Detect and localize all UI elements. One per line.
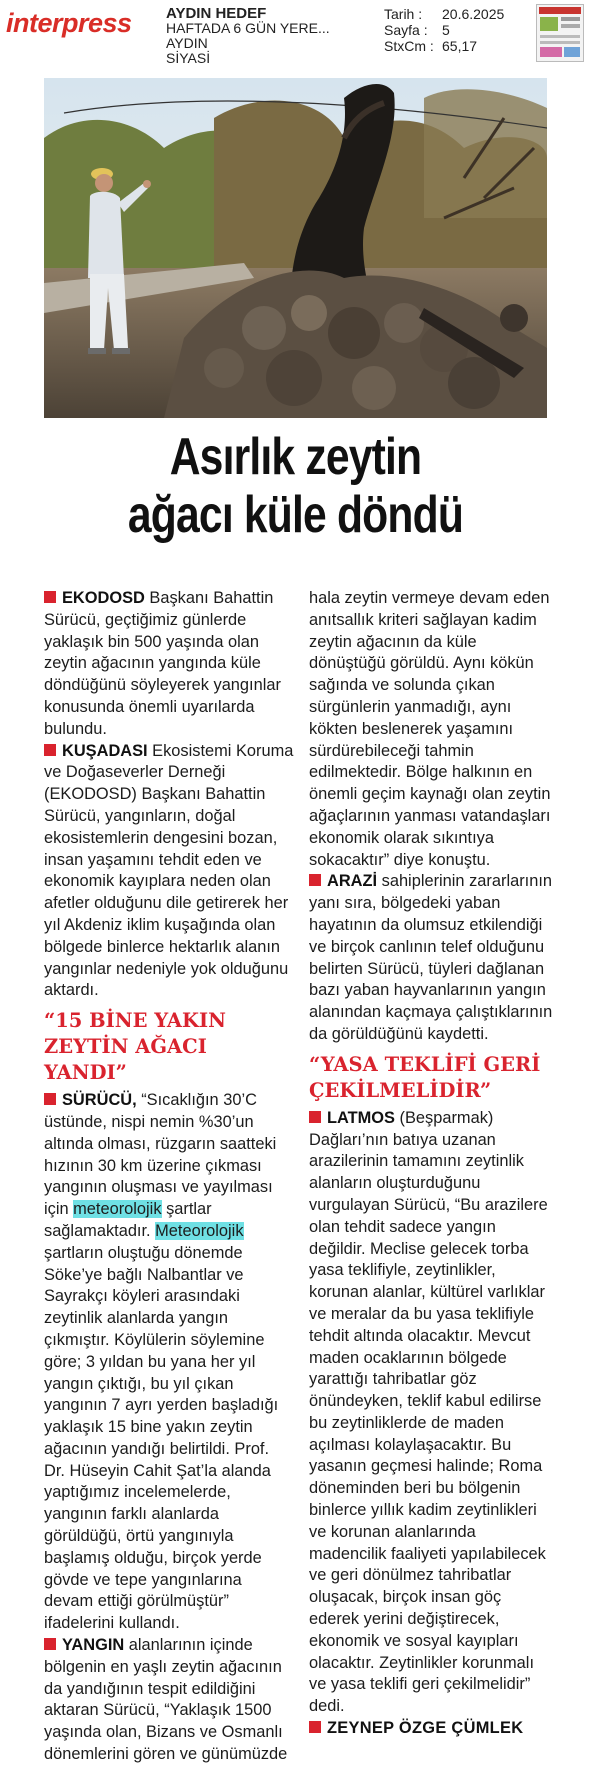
paragraph-keyword: SÜRÜCÜ, [62, 1091, 137, 1110]
size-label: StxCm : [384, 38, 434, 54]
paragraph-keyword: EKODOSD [62, 589, 145, 607]
paragraph-keyword: ARAZİ [327, 872, 378, 891]
paragraph-text: “Sıcaklığın 30’C üstünde, nispi nemin %30’un altında olması, rüzgarın saatteki hızının 30 km üzerine çıkması yangının oluşması ve yayılması için [44, 1091, 277, 1219]
paragraph-text: sahiplerinin zararlarının yanı sıra, bölgedeki yaban hayatının da olumsuz etkilendiği ve birçok canlının telef olduğunu belirten Sürücü, tüyleri dağlanan bazı yaban hayvanlarının yangın alanından kaçmaya çalıştıklarının da görüldüğünü kaydetti. [309, 872, 553, 1043]
paragraph-text: Ekosistemi Koruma ve Doğaseverler Derneği (EKODOSD) Başkanı Bahattin Sürücü, yangınların, doğal ekosistemlerin dengesini bozan, insan yaşamını tehdit eden ve ekonomik kayıplara neden olan afetler olduğunu dile getirerek her yıl Akdeniz iklim kuşağında olan bölgede binlerce hektarlık alanın yangınlar nedeniyle yok olduğunu aktardı. [44, 741, 294, 1000]
highlighted-term: Meteorolojik [155, 1221, 244, 1240]
category: SİYASİ [166, 50, 211, 66]
paragraph [309, 1108, 554, 1718]
subheading: “15 BİNE YAKIN ZEYTİN AĞACI YANDI” [44, 1009, 226, 1085]
paragraph-keyword: YANGIN [62, 1636, 125, 1655]
red-square-bullet-icon [44, 1638, 56, 1650]
red-square-bullet-icon [309, 1721, 321, 1733]
paragraph [44, 741, 294, 1003]
red-square-bullet-icon [44, 744, 56, 756]
author-line [309, 1718, 554, 1740]
highlighted-term: meteorolojik [73, 1200, 162, 1219]
paragraph-text: şartların oluştuğu dönemde Söke’ye bağlı Nalbantlar ve Sayrakçı köyleri arasındaki zeytinlik alanlarda yangın çıkmıştır. Köylülerin söylemine göre; 3 yıldan bu yana her yıl yangın çıktığı, bu yıl çıkan yangının 7 ayrı yerden başladığı yaklaşık 15 bine yakın zeytin ağacının yandığı belirtildi. Prof. Dr. Hüseyin Cahit Şat’la alanda yaptığımız incelemelerde, yangının farklı alanlarda görüldüğü, örtü yangınıyla başlamış olduğu, birçok yerde gövde ve tepe yangınlarına devam ettiği görülmüştür” ifadelerini kullandı. [44, 1243, 279, 1633]
clipping-meta [166, 6, 330, 66]
paragraph-text: hala zeytin vermeye devam eden anıtsallık kriteri sağlayan kadim zeytin ağacının da küle dönüştüğü görüldü. Aynı kökün sağında ve solunda çıkan sürgünlerin yanmadığı, aynı kökten beslenerek yaşamını sürdürebileceği tahmin edilmektedir. Bölge halkının en önemli geçim kaynağı olan zeytin ağaçlarının yanması vatandaşları ekonomik olarak sıkıntıya sokacaktır” diye konuştu. [309, 589, 551, 869]
paragraph [44, 1635, 294, 1766]
interpress-logo: interpress [6, 8, 132, 38]
city: AYDIN [166, 35, 208, 51]
headline-short: HAFTADA 6 GÜN YERE... [166, 20, 330, 36]
paragraph-keyword: LATMOS [327, 1108, 395, 1127]
page-thumbnail-icon[interactable] [536, 4, 584, 62]
paragraph-text: alanlarının içinde bölgenin en yaşlı zeytin ağacının da yandığının tespit edildiğini aktaran Sürücü, “Yaklaşık 1500 yaşında olan, Bizans ve Osmanlı dönemlerini gören ve günümüzde [44, 1636, 288, 1764]
headline-line-1: Asırlık zeytin [169, 428, 422, 486]
clipping-info [384, 6, 504, 54]
red-square-bullet-icon [309, 874, 321, 886]
subheading: “YASA TEKLİFİ GERİ ÇEKİLMELİDİR” [309, 1052, 541, 1102]
paragraph [309, 871, 554, 1045]
date-label: Tarih : [384, 6, 423, 22]
article-column-2 [309, 588, 554, 1740]
size-value: 65,17 [442, 38, 478, 54]
red-square-bullet-icon [44, 1093, 56, 1105]
page-value: 5 [442, 22, 450, 38]
page-label: Sayfa : [384, 22, 428, 38]
paragraph-text: şartlar sağlamaktadır. [44, 1200, 212, 1240]
red-square-bullet-icon [309, 1111, 321, 1123]
publication-name: AYDIN HEDEF [166, 5, 267, 22]
paragraph-text: Başkanı Bahattin Sürücü, geçtiğimiz günlerde yaklaşık bin 500 yaşında olan zeytin ağacının yangında küle döndüğünü söyleyerek yangınlar konusunda önemli uyarılarda bulundu. [44, 589, 281, 738]
article-photo [44, 78, 547, 418]
paragraph [44, 1090, 294, 1635]
clipping-header [0, 0, 590, 64]
article-headline [89, 428, 501, 544]
headline-line-2: ağacı küle döndü [127, 486, 464, 544]
paragraph [309, 588, 554, 871]
paragraph-keyword: KUŞADASI [62, 741, 148, 760]
red-square-bullet-icon [44, 591, 56, 603]
author-name: ZEYNEP ÖZGE ÇÜMLEK [327, 1719, 524, 1738]
paragraph [44, 588, 294, 741]
date-value: 20.6.2025 [442, 6, 505, 22]
article-column-1 [44, 588, 294, 1766]
paragraph-text: (Beşparmak) Dağları’nın batıya uzanan arazilerinin tamamını zeytinlik alanların oluşturduğunu vurgulayan Sürücü, “Bu arazilere olan tehdit sadece yangın değildir. Meclise gelecek torba yasa teklifiyle, zeytinlikler, korunan alanlar, kültürel varlıklar ve meralar da bu yasa teklifiyle tehdit altında olacaktır. Mevcut maden ocaklarının bölgede yarattığı tahribatlar göz önündeyken, teklif kabul edilirse bu zeytinliklerde de maden açılması kolaylaşacaktır. Bu yasanın geçmesi halinde; Roma döneminden beri bu bölgenin binlerce yıllık kadim zeytinlikleri ve korunan alanlarında madencilik faaliyeti yapılabilecek ve geri dönülmez tahribatlar oluşacak, birçok insan göç ederek yerini değiştirecek, ekonomik ve sosyal kayıpları olacaktır. Zeytinlikler korunmalı ve yasa teklifi geri çekilmelidir” dedi. [309, 1108, 548, 1716]
